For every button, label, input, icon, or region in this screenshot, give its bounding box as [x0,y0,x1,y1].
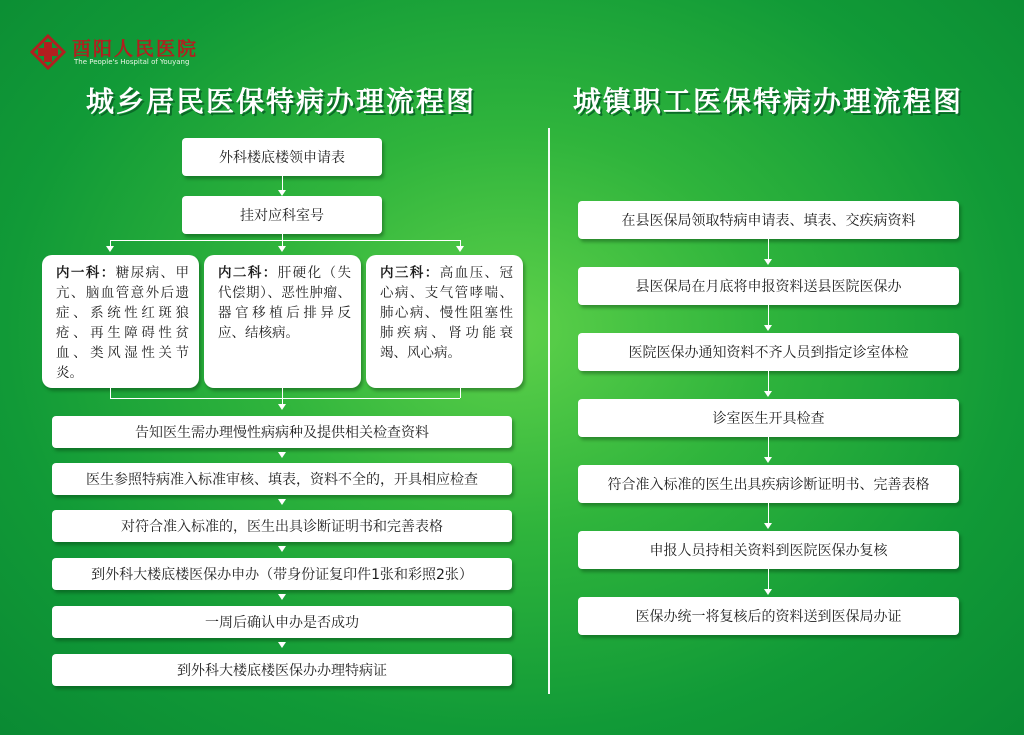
arrow-down-icon [764,325,772,331]
arrow-down-icon [278,246,286,252]
hospital-english-name: The People's Hospital of Youyang [74,58,190,66]
department-diseases: 高血压、冠心病、支气管哮喘、肺心病、慢性阻塞性肺疾病、肾功能衰竭、风心病。 [380,265,513,361]
department-name: 内一科： [56,265,116,281]
connector [768,239,769,261]
right-step-2: 县医保局在月底将申报资料送县医院医保办 [578,267,959,305]
department-name: 内三科： [380,265,440,281]
left-step-apply-form: 外科楼底楼领申请表 [182,138,382,176]
merge-line [110,398,460,399]
left-step-apply-office: 到外科大楼底楼医保办申办（带身份证复印件1张和彩照2张） [52,558,512,590]
connector [768,437,769,459]
arrow-down-icon [764,589,772,595]
branch-line [110,240,460,241]
left-step-register: 挂对应科室号 [182,196,382,234]
department-diseases: 糖尿病、甲亢、脑血管意外后遗症、系统性红斑狼疮、再生障碍性贫血、类风湿性关节炎。 [56,265,189,381]
connector [768,305,769,327]
right-step-7: 医保办统一将复核后的资料送到医保局办证 [578,597,959,635]
connector [460,388,461,398]
arrow-down-icon [278,594,286,600]
arrow-down-icon [456,246,464,252]
right-step-1: 在县医保局领取特病申请表、填表、交疾病资料 [578,201,959,239]
right-step-6: 申报人员持相关资料到医院医保办复核 [578,531,959,569]
department-card-internal-3 [366,255,523,388]
left-step-confirm: 一周后确认申办是否成功 [52,606,512,638]
connector [768,371,769,393]
arrow-down-icon [764,523,772,529]
department-card-internal-2 [204,255,361,388]
arrow-down-icon [106,246,114,252]
left-step-get-certificate: 到外科大楼底楼医保办办理特病证 [52,654,512,686]
arrow-down-icon [278,499,286,505]
connector [282,388,283,398]
left-step-doctor-review: 医生参照特病准入标准审核、填表，资料不全的，开具相应检查 [52,463,512,495]
connector [282,176,283,190]
left-step-inform-doctor: 告知医生需办理慢性病病种及提供相关检查资料 [52,416,512,448]
department-card-internal-1 [42,255,199,388]
arrow-down-icon [764,391,772,397]
red-cross-icon [30,34,66,70]
arrow-down-icon [764,259,772,265]
arrow-down-icon [278,546,286,552]
left-step-diagnosis-certificate: 对符合准入标准的，医生出具诊断证明书和完善表格 [52,510,512,542]
left-title: 城乡居民医保特病办理流程图 [86,85,477,118]
right-step-4: 诊室医生开具检查 [578,399,959,437]
connector [110,388,111,398]
right-title: 城镇职工医保特病办理流程图 [573,85,964,118]
arrow-down-icon [278,642,286,648]
connector [768,503,769,525]
arrow-down-icon [764,457,772,463]
department-diseases: 肝硬化（失代偿期）、恶性肿瘤、器官移植后排异反应、结核病。 [218,265,351,341]
arrow-down-icon [278,452,286,458]
connector [768,569,769,591]
department-name: 内二科： [218,265,278,281]
column-divider [548,128,550,694]
hospital-logo [30,32,230,72]
right-step-3: 医院医保办通知资料不齐人员到指定诊室体检 [578,333,959,371]
right-step-5: 符合准入标准的医生出具疾病诊断证明书、完善表格 [578,465,959,503]
arrow-down-icon [278,404,286,410]
hospital-name: 酉阳人民医院 [72,38,199,60]
